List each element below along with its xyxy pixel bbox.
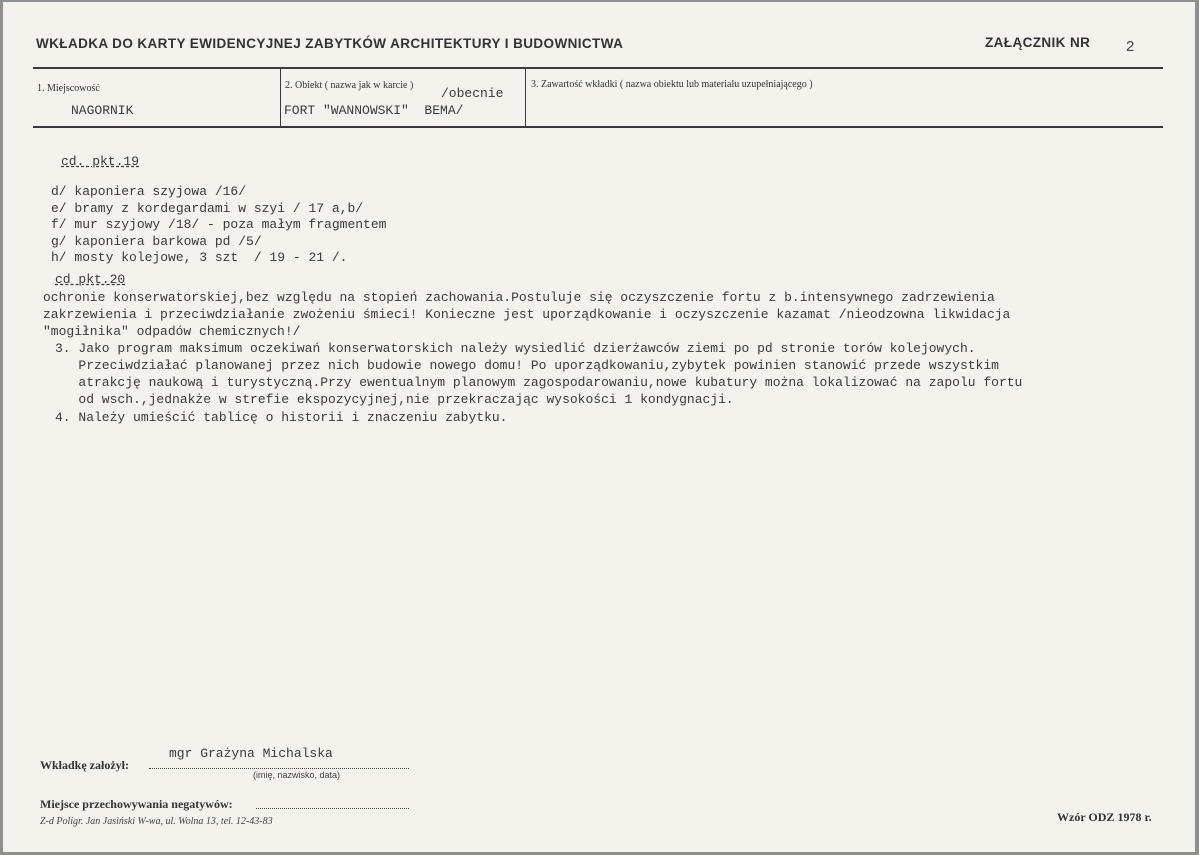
table-bottom-rule bbox=[33, 126, 1163, 128]
paragraph-line: Przeciwdziałać planowanej przez nich budowie nowego domu! Po uporządkowaniu,zybytek powinien stanowić przede wszystkim bbox=[55, 358, 999, 373]
locality-value: NAGORNIK bbox=[71, 103, 134, 118]
list-item: f/ mur szyjowy /18/ - poza małym fragmentem bbox=[51, 217, 387, 232]
annex-label: ZAŁĄCZNIK NR bbox=[985, 35, 1091, 50]
paragraph-line: 3. Jako program maksimum oczekiwań konserwatorskich należy wysiedlić dzierżawców ziemi po pd stronie torów kolejowych. bbox=[55, 341, 976, 356]
paragraph-line: ochronie konserwatorskiej,bez względu na stopień zachowania.Postuluje się oczyszczenie fortu z b.intensywnego zadrzewienia bbox=[43, 290, 995, 305]
paragraph-line: zakrzewienia i przeciwdziałanie zwożeniu śmieci! Konieczne jest uporządkowanie i oczyszczenie kazamat /nieodzowna likwidacja bbox=[43, 307, 1011, 322]
author-dotted-line bbox=[149, 768, 409, 769]
object-value: FORT "WANNOWSKI" BEMA/ bbox=[284, 103, 464, 118]
list-item: e/ bramy z kordegardami w szyi / 17 a,b/ bbox=[51, 201, 364, 216]
record-card bbox=[3, 2, 1195, 852]
object-value-extra: /obecnie bbox=[441, 86, 504, 101]
form-code: Wzór ODZ 1978 r. bbox=[1057, 810, 1152, 824]
author-label: Wkładkę założył: bbox=[40, 758, 129, 772]
paragraph-line: 4. Należy umieścić tablicę o historii i znaczeniu zabytku. bbox=[55, 410, 508, 425]
locality-label: 1. Miejscowość bbox=[37, 83, 100, 94]
negatives-label: Miejsce przechowywania negatywów: bbox=[40, 797, 233, 811]
table-divider-1 bbox=[280, 69, 281, 126]
author-value: mgr Grażyna Michalska bbox=[169, 746, 333, 761]
author-hint: (imię, nazwisko, data) bbox=[253, 770, 341, 780]
printer-imprint: Z-d Poligr. Jan Jasiński W-wa, ul. Wolna 13, tel. 12-43-83 bbox=[40, 816, 273, 827]
paragraph-line: od wsch.,jednakże w strefie ekspozycyjnej,nie przekraczając wysokości 1 kondygnacji. bbox=[55, 392, 734, 407]
section-heading-pkt19: cd. pkt.19 bbox=[61, 154, 140, 169]
contents-label: 3. Zawartość wkładki ( nazwa obiektu lub materiału uzupełniającego ) bbox=[531, 79, 813, 90]
section-heading-pkt20: cd pkt.20 bbox=[55, 272, 126, 287]
annex-number: 2 bbox=[1126, 38, 1135, 55]
paragraph-line: atrakcję naukową i turystyczną.Przy ewentualnym planowym zagospodarowaniu,nowe kubatury można lokalizować na zapolu fortu bbox=[55, 375, 1023, 390]
list-item: d/ kaponiera szyjowa /16/ bbox=[51, 184, 247, 199]
negatives-dotted-line bbox=[256, 808, 409, 809]
list-item: g/ kaponiera barkowa pd /5/ bbox=[51, 234, 262, 249]
table-divider-2 bbox=[525, 69, 526, 126]
object-label: 2. Obiekt ( nazwa jak w karcie ) bbox=[285, 80, 414, 91]
list-item: h/ mosty kolejowe, 3 szt / 19 - 21 /. bbox=[51, 250, 348, 265]
form-title: WKŁADKA DO KARTY EWIDENCYJNEJ ZABYTKÓW ARCHITEKTURY I BUDOWNICTWA bbox=[36, 36, 624, 51]
paragraph-line: "mogiłnika" odpadów chemicznych!/ bbox=[43, 324, 301, 339]
table-top-rule bbox=[33, 67, 1163, 69]
